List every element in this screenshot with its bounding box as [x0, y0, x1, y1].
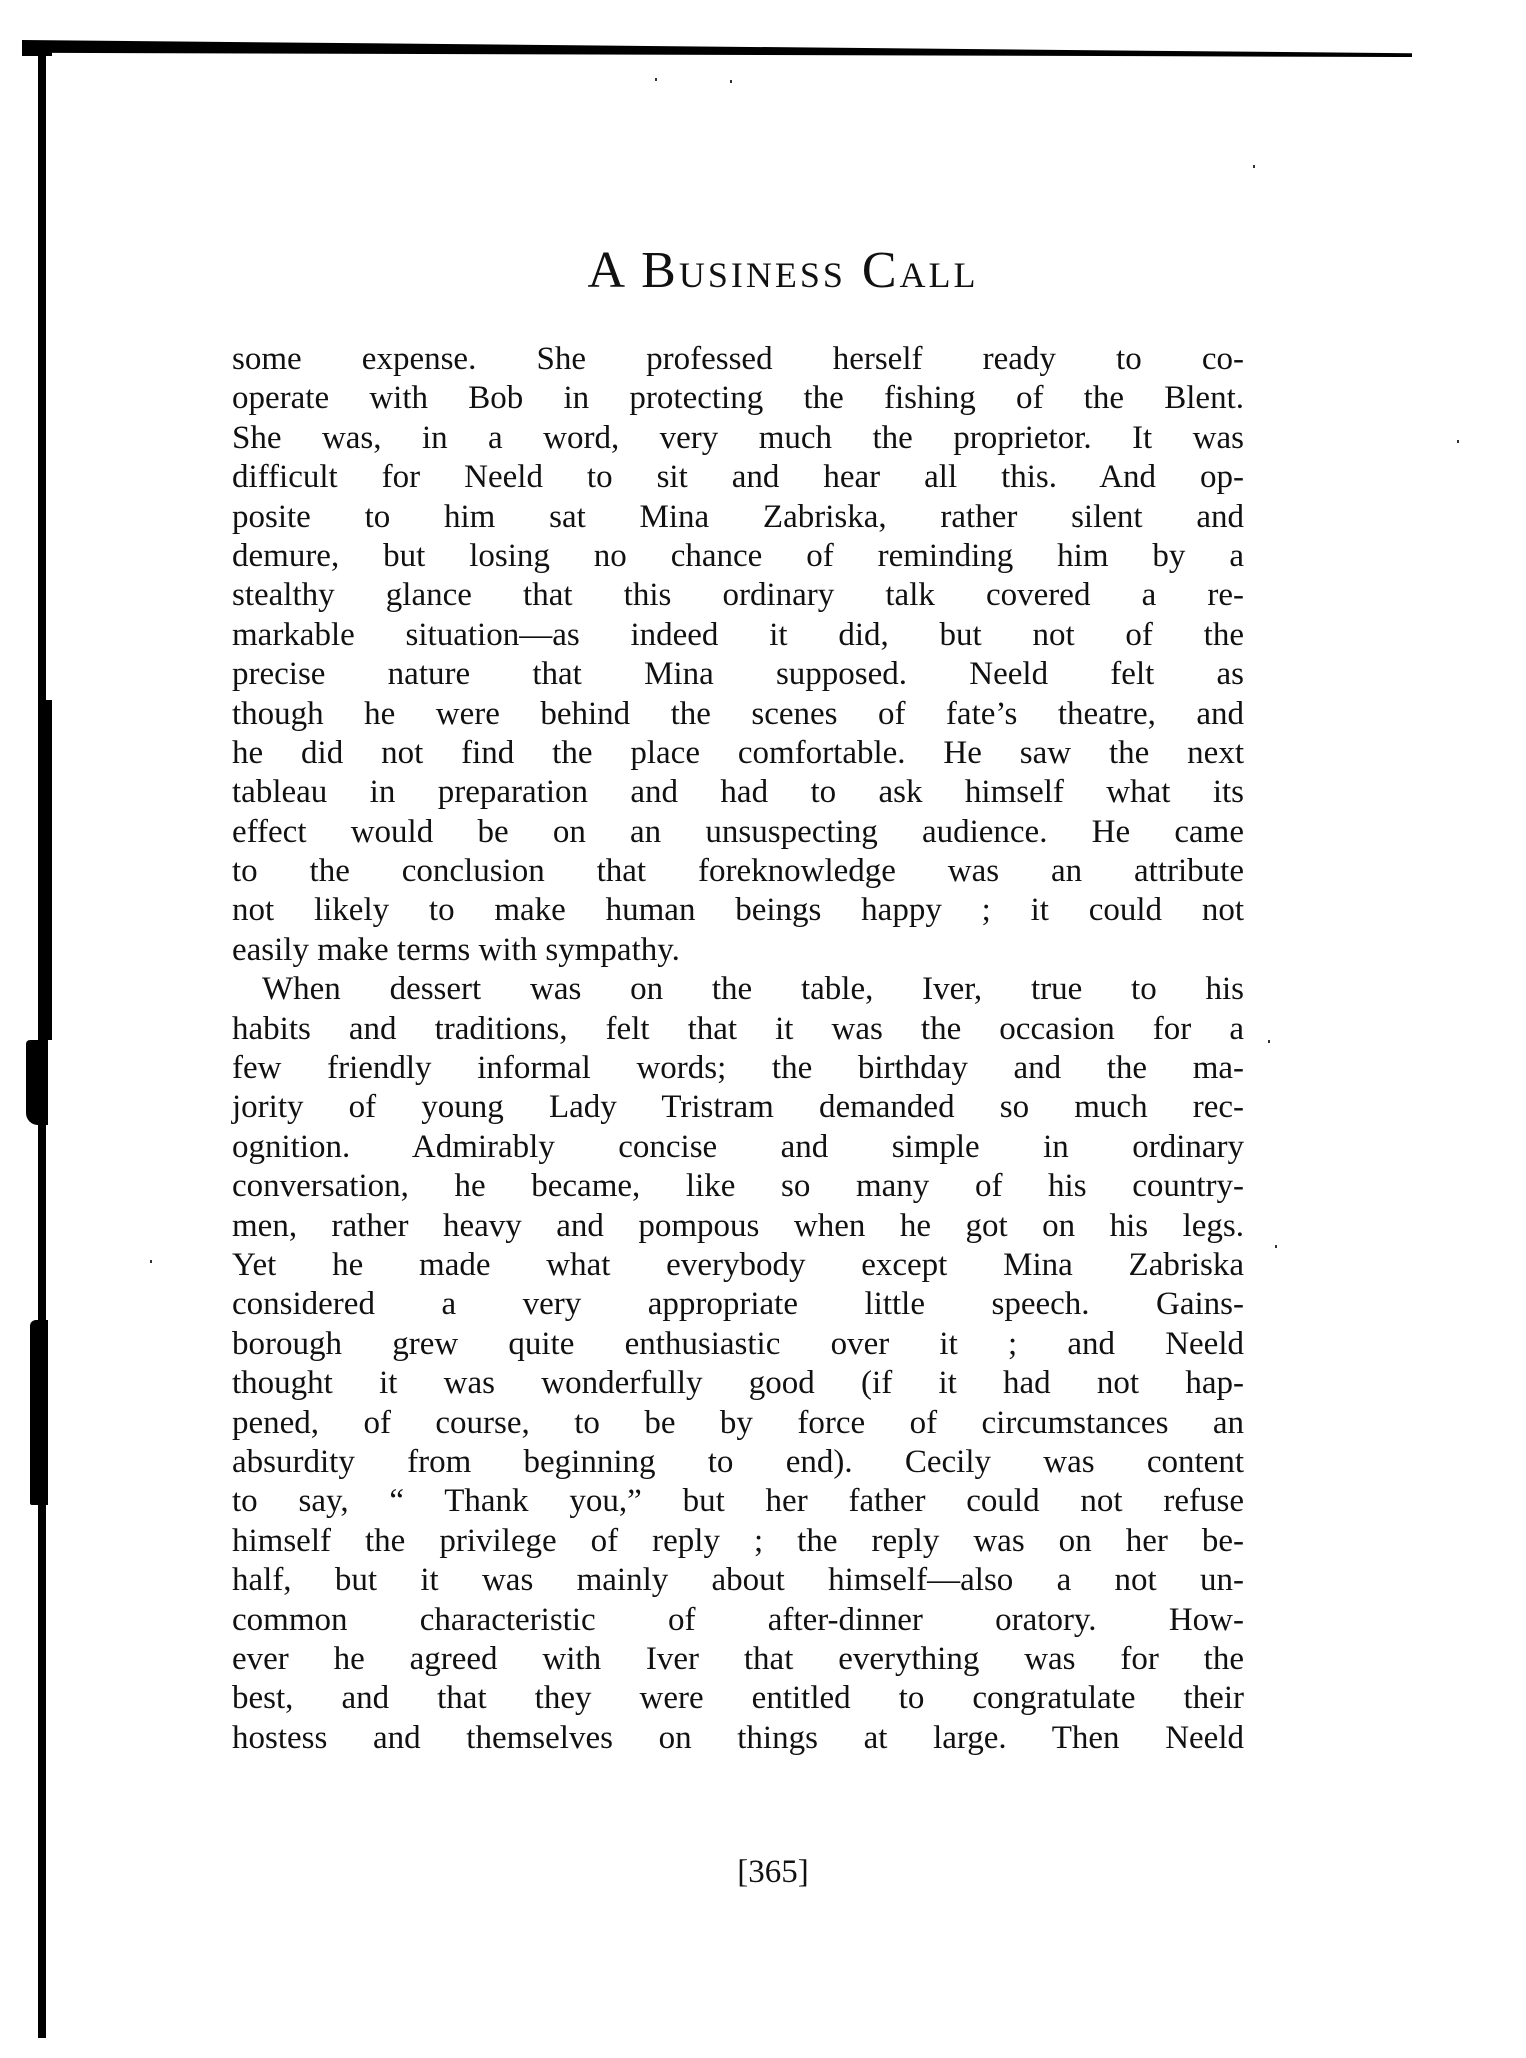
- text-line: absurdity from beginning to end). Cecily was content: [232, 1443, 1244, 1480]
- scan-speck: [655, 78, 657, 81]
- text-line: borough grew quite enthusiastic over it ; and Neeld: [232, 1325, 1244, 1362]
- text-line: Yet he made what everybody except Mina Zabriska: [232, 1246, 1244, 1283]
- left-border-thickening: [40, 700, 52, 1040]
- text-line: effect would be on an unsuspecting audience. He came: [232, 813, 1244, 850]
- text-line: operate with Bob in protecting the fishing of the Blent.: [232, 380, 1244, 417]
- running-title: A Business Call: [587, 242, 979, 299]
- text-line: common characteristic of after-dinner oratory. How-: [232, 1601, 1244, 1638]
- text-line: considered a very appropriate little speech. Gains-: [232, 1286, 1244, 1323]
- text-line: ognition. Admirably concise and simple in ordinary: [232, 1128, 1244, 1165]
- text-line: pened, of course, to be by force of circumstances an: [232, 1404, 1244, 1441]
- text-line: ever he agreed with Iver that everything was for the: [232, 1640, 1244, 1677]
- text-line: he did not find the place comfortable. He saw the next: [232, 734, 1244, 771]
- top-border-rule: [22, 40, 1412, 57]
- text-line: When dessert was on the table, Iver, true to his: [262, 971, 1244, 1008]
- left-border-smudge: [26, 1040, 48, 1125]
- text-line: jority of young Lady Tristram demanded so much rec-: [232, 1089, 1244, 1126]
- scan-speck: [1268, 1040, 1270, 1043]
- scan-speck: [1457, 440, 1459, 443]
- text-line: easily make terms with sympathy.: [232, 931, 680, 968]
- text-line: best, and that they were entitled to congratulate their: [232, 1680, 1244, 1717]
- text-line: thought it was wonderfully good (if it had not hap-: [232, 1365, 1244, 1402]
- scan-speck: [730, 80, 732, 83]
- text-line: to the conclusion that foreknowledge was an attribute: [232, 853, 1244, 890]
- text-line: markable situation—as indeed it did, but not of the: [232, 616, 1244, 653]
- left-border-smudge: [30, 1320, 48, 1505]
- text-line: himself the privilege of reply ; the reply was on her be-: [232, 1522, 1244, 1559]
- text-line: difficult for Neeld to sit and hear all this. And op-: [232, 459, 1244, 496]
- text-line: men, rather heavy and pompous when he got on his legs.: [232, 1207, 1244, 1244]
- text-line: precise nature that Mina supposed. Neeld felt as: [232, 656, 1244, 693]
- text-line: habits and traditions, felt that it was the occasion for a: [232, 1010, 1244, 1047]
- text-line: She was, in a word, very much the proprietor. It was: [232, 419, 1244, 456]
- top-border-corner: [22, 44, 52, 56]
- text-line: half, but it was mainly about himself—also a not un-: [232, 1562, 1244, 1599]
- paragraph-2: [232, 970, 1244, 1758]
- scan-speck: [150, 1260, 152, 1263]
- text-line: demure, but losing no chance of reminding him by a: [232, 537, 1244, 574]
- text-line: hostess and themselves on things at large. Then Neeld: [232, 1719, 1244, 1756]
- text-line: posite to him sat Mina Zabriska, rather silent and: [232, 498, 1244, 535]
- page-number: [365]: [737, 1854, 809, 1890]
- scan-speck: [1275, 1245, 1277, 1248]
- text-line: tableau in preparation and had to ask himself what its: [232, 774, 1244, 811]
- scan-speck: [1253, 165, 1255, 168]
- text-line: though he were behind the scenes of fate’s theatre, and: [232, 695, 1244, 732]
- body-text: [232, 340, 1244, 1758]
- text-line: to say, “ Thank you,” but her father could not refuse: [232, 1483, 1244, 1520]
- text-line: stealthy glance that this ordinary talk covered a re-: [232, 577, 1244, 614]
- text-line: conversation, he became, like so many of his country-: [232, 1168, 1244, 1205]
- paragraph-1: [232, 340, 1244, 970]
- text-line: not likely to make human beings happy ; it could not: [232, 892, 1244, 929]
- text-line: few friendly informal words; the birthday and the ma-: [232, 1050, 1244, 1087]
- text-line: some expense. She professed herself ready to co-: [232, 341, 1244, 377]
